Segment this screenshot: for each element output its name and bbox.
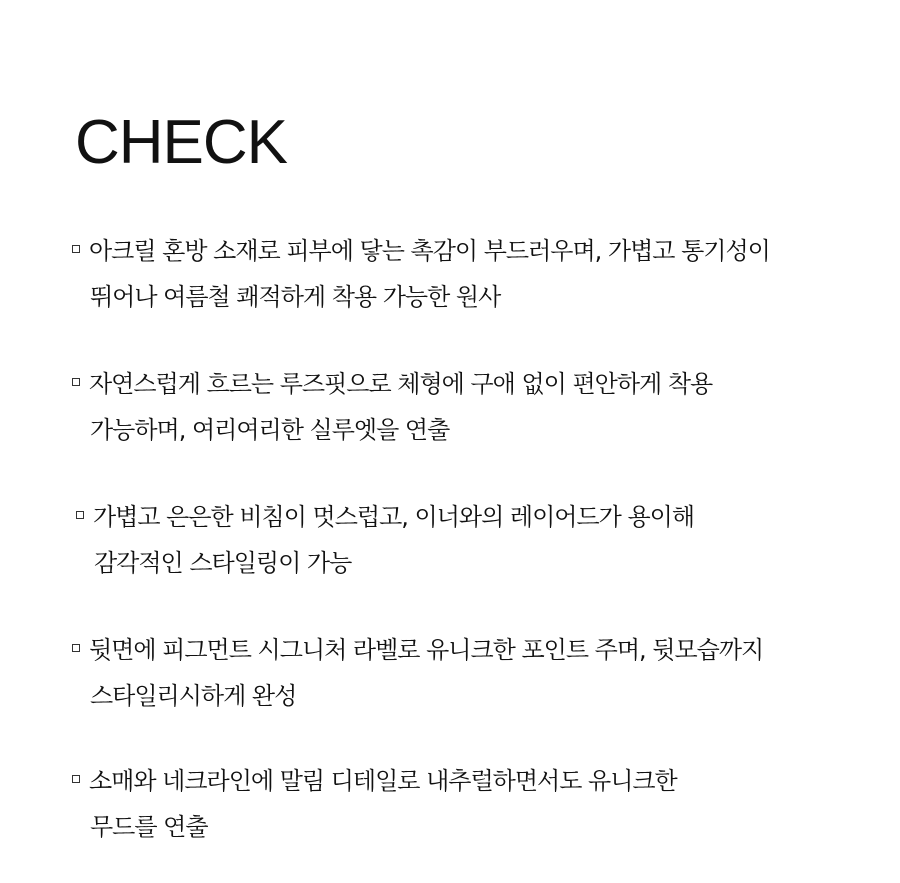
list-item [76,494,866,586]
item-text-line-2: 감각적인 스타일링이 가능 [94,549,352,577]
square-bullet-icon [72,245,80,253]
page-title: CHECK [75,108,288,177]
item-text-line-1: 가볍고 은은한 비침이 멋스럽고, 이너와의 레이어드가 용이해 [93,503,695,531]
square-bullet-icon [72,775,80,783]
item-text-line-2: 스타일리시하게 완성 [90,682,297,710]
item-text-line-2: 무드를 연출 [90,813,208,841]
list-item [72,627,862,719]
item-text-line-1: 자연스럽게 흐르는 루즈핏으로 체형에 구애 없이 편안하게 착용 [89,370,713,398]
item-text-line-1: 뒷면에 피그먼트 시그니처 라벨로 유니크한 포인트 주며, 뒷모습까지 [89,636,764,664]
item-text-line-2: 가능하며, 여리여리한 실루엣을 연출 [90,416,450,444]
list-item [72,758,862,850]
list-item [72,361,862,453]
square-bullet-icon [72,644,80,652]
item-text-line-2: 뛰어나 여름철 쾌적하게 착용 가능한 원사 [90,283,501,311]
item-text-line-1: 아크릴 혼방 소재로 피부에 닿는 촉감이 부드러우며, 가볍고 통기성이 [89,237,770,265]
square-bullet-icon [76,511,84,519]
item-text-line-1: 소매와 네크라인에 말림 디테일로 내추럴하면서도 유니크한 [89,767,677,795]
square-bullet-icon [72,378,80,386]
list-item [72,228,862,320]
